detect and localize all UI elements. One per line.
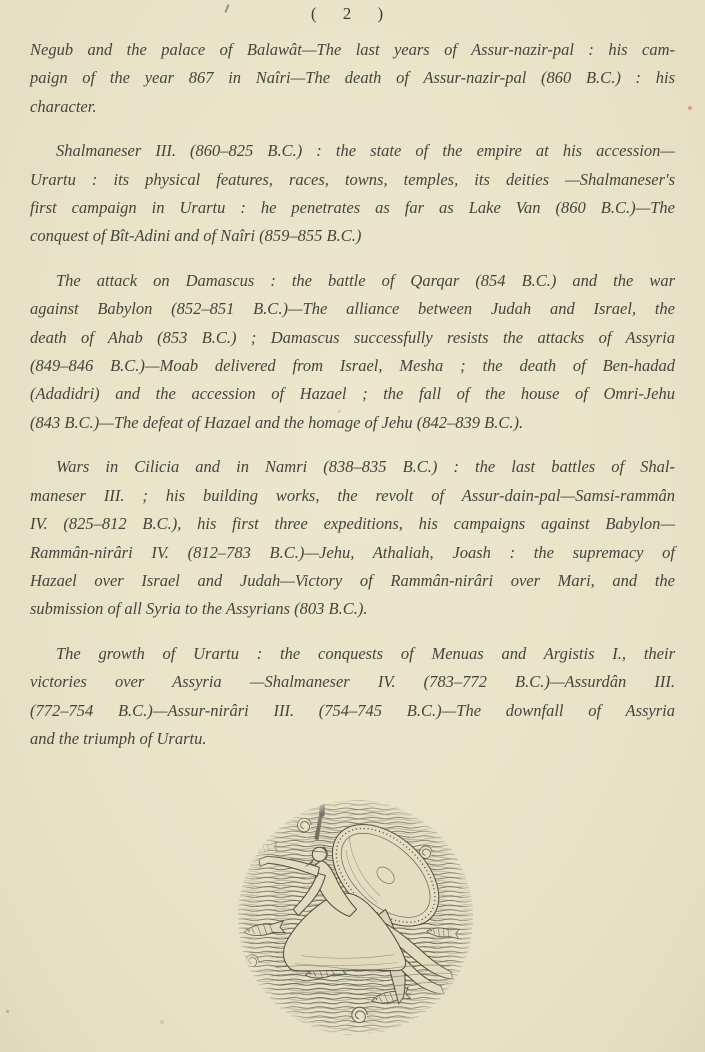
text-line: (849–846 B.C.)—Moab delivered from Israel, Mesha ; the death of Ben-hadad [30,356,675,376]
text-line: first campaign in Urartu : he penetrates as far as Lake Van (860 B.C.)—The [30,198,675,218]
text-line: conquest of Bît-Adini and of Naîri (859–855 B.C.) [30,226,362,246]
vignette-fade [237,799,474,1036]
paragraph [30,137,675,251]
text-line: Wars in Cilicia and in Namri (838–835 B.C.) : the last battles of Shal- [56,457,675,477]
text-line: (843 B.C.)—The defeat of Hazael and the homage of Jehu (842–839 B.C.). [30,412,524,432]
text-line: victories over Assyria —Shalmaneser IV. (783–772 B.C.)—Assurdân III. [30,672,675,692]
paragraph [30,453,675,623]
text-line: Negub and the palace of Balawât—The last years of Assur-nazir-pal : his cam- [30,40,675,59]
text-block [30,36,675,769]
text-line: death of Ahab (853 B.C.) ; Damascus successfully resists the attacks of Assyria [30,327,675,347]
text-line: paign of the year 867 in Naîri—The death of Assur-nazir-pal (860 B.C.) : his [30,68,675,88]
text-line: The attack on Damascus : the battle of Qarqar (854 B.C.) and the war [56,270,675,290]
text-line: The growth of Urartu : the conquests of Menuas and Argistis I., their [56,643,675,663]
vignette-illustration [235,797,476,1038]
text-line: and the triumph of Urartu. [30,728,207,748]
foxing-spot [160,1020,164,1024]
text-line: maneser III. ; his building works, the revolt of Assur-dain-pal—Samsi-rammân [30,485,675,505]
text-line: Rammân-nirâri IV. (812–783 B.C.)—Jehu, Athaliah, Joash : the supremacy of [30,542,675,562]
text-line: against Babylon (852–851 B.C.)—The alliance between Judah and Israel, the [30,299,675,319]
text-line: Urartu : its physical features, races, towns, temples, its deities —Shalmaneser's [30,169,675,189]
text-line: IV. (825–812 B.C.), his first three expeditions, his campaigns against Babylon— [30,514,675,534]
foxing-spot [6,1010,9,1013]
text-line: (Adadidri) and the accession of Hazael ; the fall of the house of Omri-Jehu [30,384,675,404]
paragraph [30,640,675,754]
paragraph [30,36,675,121]
swimmer-engraving [235,797,476,1038]
foxing-spot [688,106,692,110]
text-line: character. [30,96,97,116]
text-line: Shalmaneser III. (860–825 B.C.) : the state of the empire at his accession— [56,141,675,161]
text-line: (772–754 B.C.)—Assur-nirâri III. (754–745 B.C.)—The downfall of Assyria [30,700,675,720]
page-number: ( 2 ) [310,4,395,23]
paragraph [30,267,675,437]
text-line: submission of all Syria to the Assyrians (803 B.C.). [30,599,368,619]
text-line: Hazael over Israel and Judah—Victory of Rammân-nirâri over Mari, and the [30,570,675,590]
